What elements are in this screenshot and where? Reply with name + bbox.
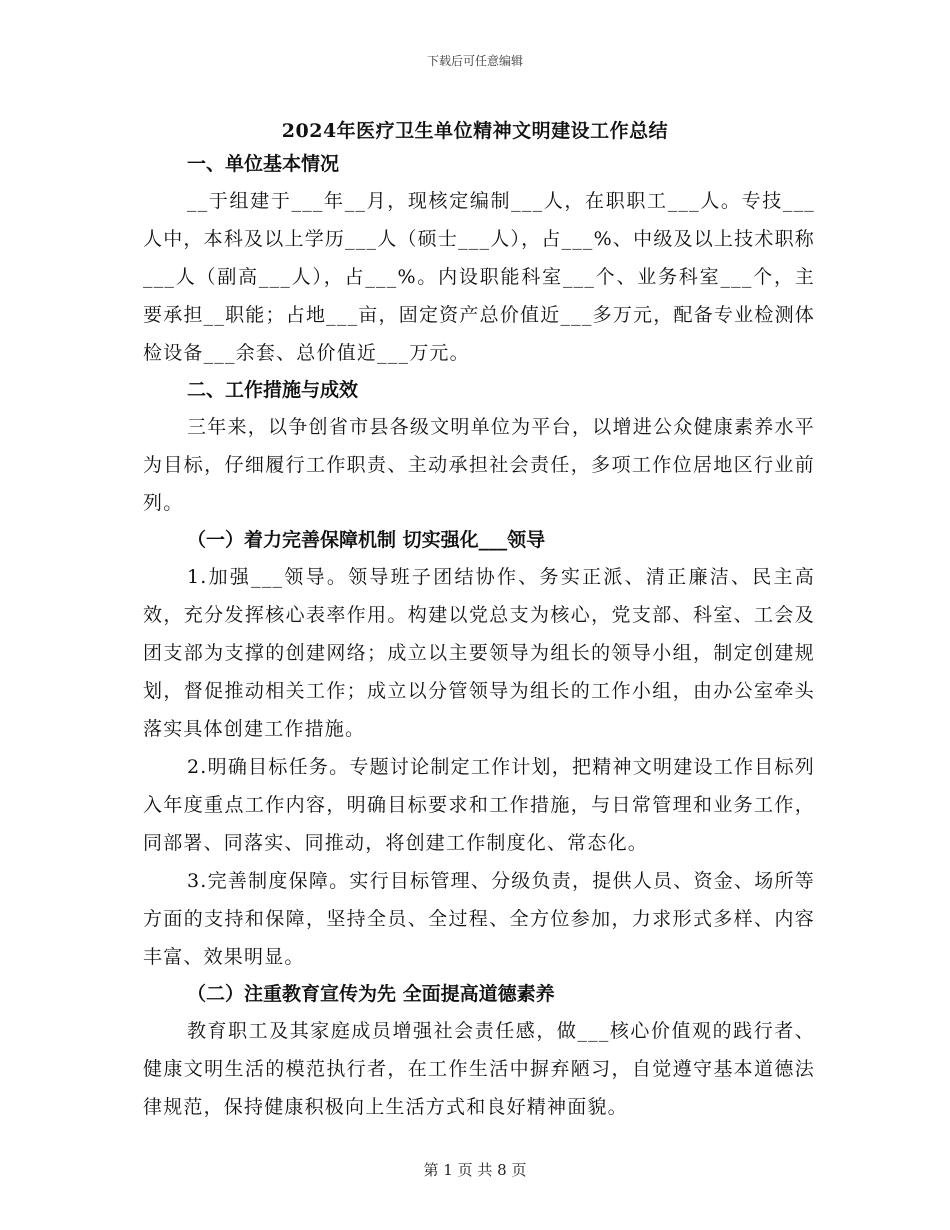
section-heading-measures: 二、工作措施与成效 bbox=[187, 379, 359, 401]
paragraph-leadership: 1.加强___领导。领导班子团结协作、务实正派、清正廉洁、民主高效，充分发挥核心表率作用。构建以党总支为核心，党支部、科室、工会及团支部为支撑的创建网络；成立以主要领导为组长的领导小组，制定创建规划，督促推动相关工作；成立以分管领导为组长的工作小组，由办公室牵头落实具体创建工作措施。 bbox=[143, 566, 815, 740]
section-heading-basic-info: 一、单位基本情况 bbox=[187, 153, 340, 175]
paragraph-education: 教育职工及其家庭成员增强社会责任感，做___核心价值观的践行者、健康文明生活的模范执行者，在工作生活中摒弃陋习，自觉遵守基本道德法律规范，保持健康积极向上生活方式和良好精神面貌。 bbox=[143, 1020, 815, 1118]
paragraph-institutions: 3.完善制度保障。实行目标管理、分级负责，提供人员、资金、场所等方面的支持和保障，坚持全员、全过程、全方位参加，力求形式多样、内容丰富、效果明显。 bbox=[143, 870, 815, 968]
document-title: 2024年医疗卫生单位精神文明建设工作总结 bbox=[281, 120, 669, 142]
paragraph-measures-intro: 三年来，以争创省市县各级文明单位为平台，以增进公众健康素养水平为目标，仔细履行工作职责、主动承担社会责任，多项工作位居地区行业前列。 bbox=[143, 416, 815, 514]
paragraph-targets: 2.明确目标任务。专题讨论制定工作计划，把精神文明建设工作目标列入年度重点工作内容，明确目标要求和工作措施，与日常管理和业务工作，同部署、同落实、同推动，将创建工作制度化、常态化。 bbox=[143, 756, 815, 854]
page-header: 下载后可任意编辑 bbox=[426, 54, 523, 68]
subsection-heading-education: （二）注重教育宣传为先 全面提高道德素养 bbox=[187, 983, 555, 1005]
document-body bbox=[143, 146, 815, 1126]
paragraph-basic-info: __于组建于___年__月，现核定编制___人，在职职工___人。专技___人中，本科及以上学历___人（硕士___人），占___%、中级及以上技术职称___人（副高___人），占___%。内设职能科室___个、业务科室___个，主要承担__职能；占地___亩，固定资产总价值近___多万元，配备专业检测体检设备___余套、总价值近___万元。 bbox=[143, 190, 815, 364]
page-number: 第 1 页 共 8 页 bbox=[423, 1161, 527, 1179]
subsection-heading-guarantee: （一）着力完善保障机制 切实强化___领导 bbox=[187, 529, 546, 551]
